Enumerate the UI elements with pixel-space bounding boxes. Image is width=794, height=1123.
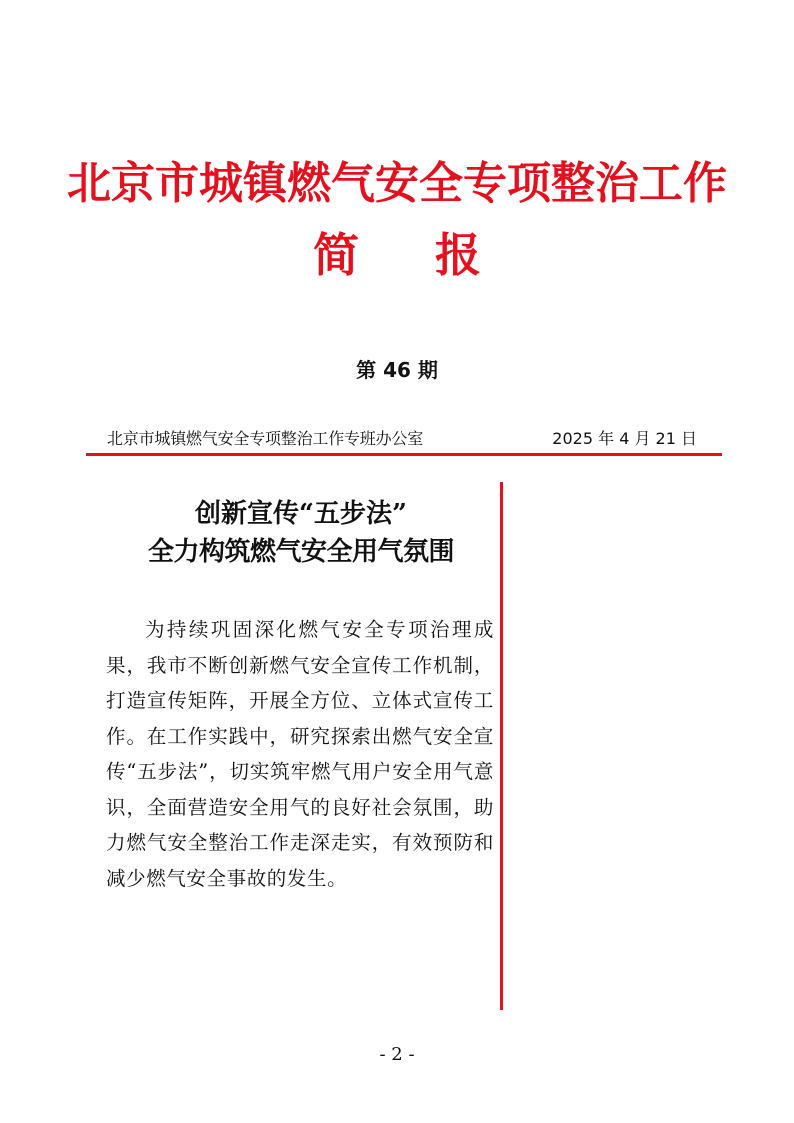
page-number: - 2 - [379, 1044, 415, 1065]
bulletin-masthead-subtitle [0, 225, 794, 285]
issuer-name: 北京市城镇燃气安全专项整治工作专班办公室 [107, 429, 424, 448]
issue-number: 第 46 期 [356, 358, 438, 382]
masthead-subtitle-char-1: 简 [312, 228, 359, 282]
issue-date: 2025 年 4 月 21 日 [552, 429, 697, 448]
column-divider-rule [500, 482, 503, 1010]
header-divider-rule [86, 453, 722, 456]
issuer-row [107, 426, 697, 452]
article-title-line-2: 全力构筑燃气安全用气氛围 [147, 537, 454, 567]
bulletin-masthead-title: 北京市城镇燃气安全专项整治工作 [67, 158, 727, 209]
article-body-paragraph: 为持续巩固深化燃气安全专项治理成果，我市不断创新燃气安全宣传工作机制，打造宣传矩阵，开展全方位、立体式宣传工作。在工作实践中，研究探索出燃气安全宣传“五步法”，切实筑牢燃气用户安全用气意识，全面营造安全用气的良好社会氛围，助力燃气安全整治工作走深走实，有效预防和减少燃气安全事故的发生。 [106, 618, 494, 890]
article-title-line-1: 创新宣传“五步法” [195, 499, 407, 529]
masthead-subtitle-char-2: 报 [435, 228, 481, 282]
article-title [106, 495, 496, 571]
